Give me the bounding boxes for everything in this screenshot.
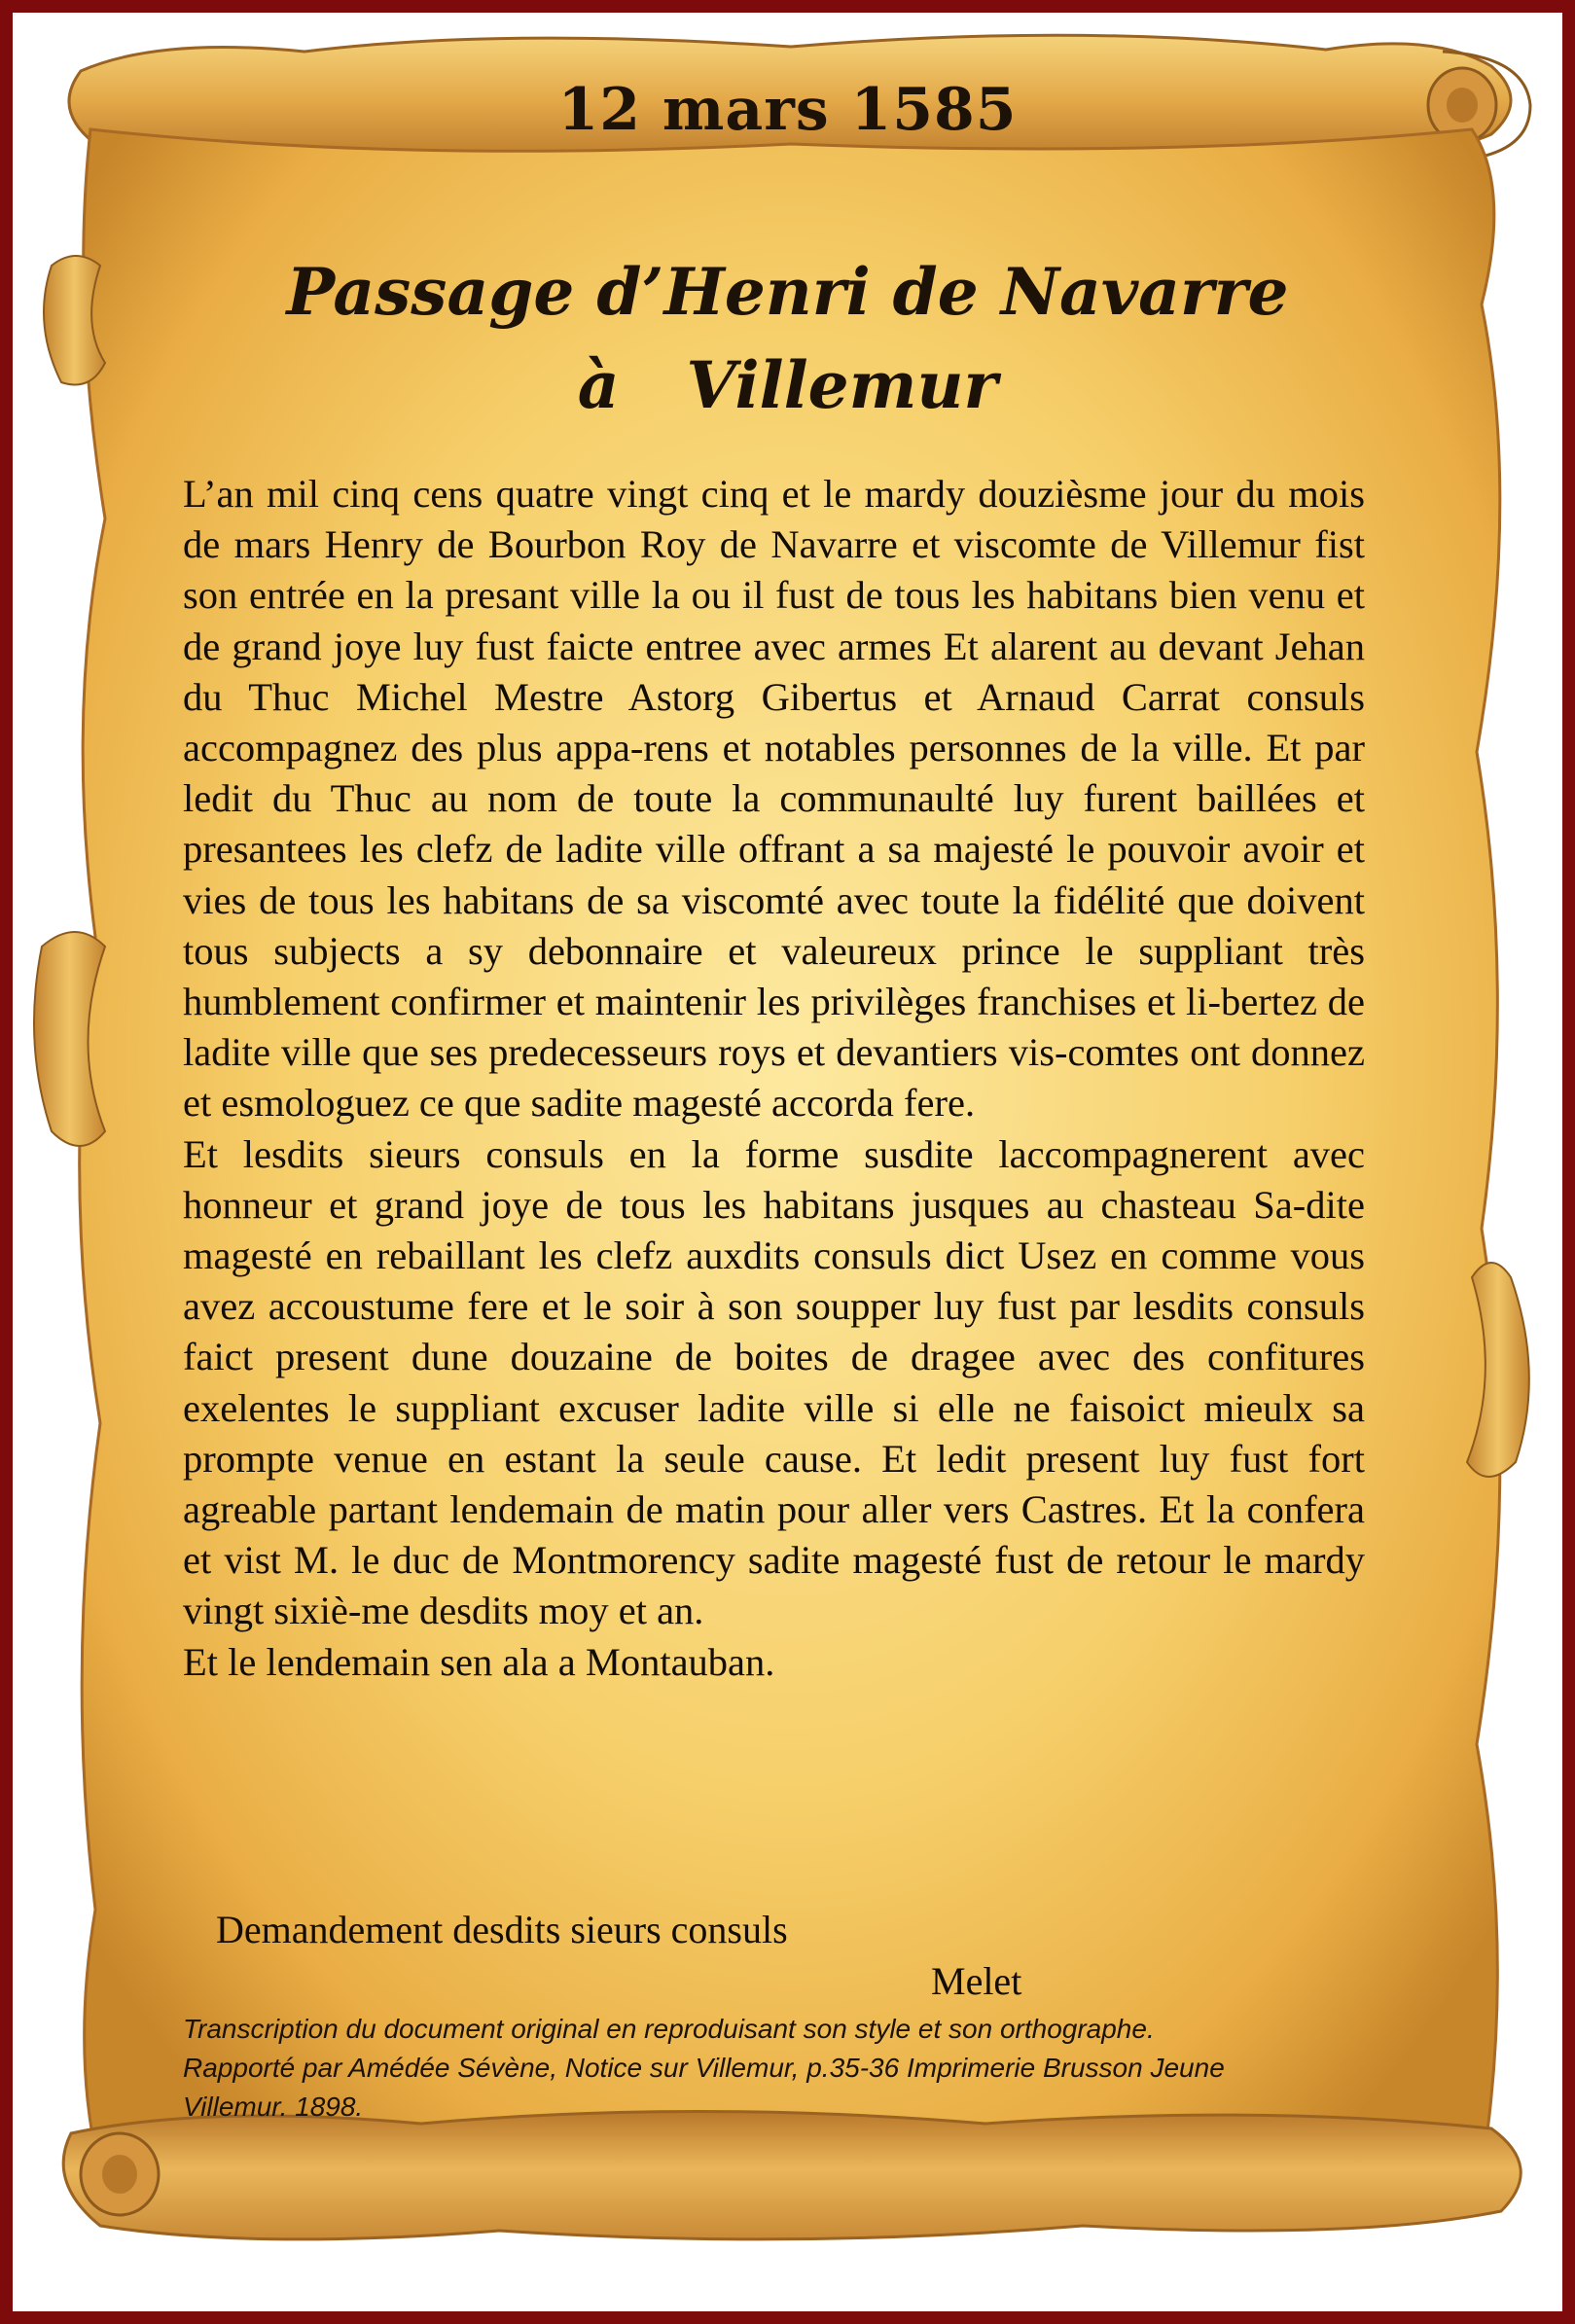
title-line-2: à Villemur bbox=[577, 347, 998, 423]
signature-name: Melet bbox=[931, 1959, 1022, 2003]
signature-line: Demandement desdits sieurs consuls bbox=[216, 1908, 788, 1951]
paragraph-3: Et le lendemain sen ala a Montauban. bbox=[183, 1639, 775, 1684]
source-note bbox=[183, 2010, 1350, 2127]
paragraph-1: L’an mil cinq cens quatre vingt cinq et le mardy douzièsme jour du mois de mars Henry de Bourbon Roy de Navarre et viscomte de Villemur fist son entrée en la presant ville la ou il fust de tous les habitans bien venu et de grand joye luy fust faicte entree avec armes Et alarent au devant Jehan du Thuc Michel Mestre Astorg Gibertus et Arnaud Carrat consuls accompagnez des plus appa-rens et notables personnes de la ville. Et par ledit du Thuc au nom de toute la communaulté luy furent baillées et presantees les clefz de ladite ville offrant a sa majesté le pouvoir avoir et vies de tous les habitans de sa viscomté avec toute la fidélité que doivent tous subjects a sy debonnaire et valeureux prince le suppliant très humblement confirmer et maintenir les privilèges franchises et li-bertez de ladite ville que ses predecesseurs roys et devantiers vis-comtes ont donnez et esmologuez ce que sadite magesté accorda fere. bbox=[183, 472, 1365, 1126]
paragraph-2: Et lesdits sieurs consuls en la forme susdite laccompagnerent avec honneur et grand joye de tous les habitans jusques au chasteau Sa-dite magesté en rebaillant les clefz auxdits consuls dict Usez en comme vous avez accoustume fere et le soir à son soupper luy fust par lesdits consuls faict present dune douzaine de boites de dragee avec des confitures exelentes le suppliant excuser ladite ville si elle ne faisoict mieulx sa prompte venue en estant la seule cause. Et ledit present luy fust fort agreable partant lendemain de matin pour aller vers Castres. Et la confera et vist M. le duc de Montmorency sadite magesté fust de retour le mardy vingt sixiè-me desdits moy et an. bbox=[183, 1131, 1365, 1633]
document-body bbox=[183, 469, 1365, 1688]
source-line-1: Transcription du document original en reproduisant son style et son orthographe. bbox=[183, 2014, 1155, 2044]
document-title bbox=[0, 245, 1575, 432]
source-line-2: Rapporté par Amédée Sévène, Notice sur Villemur, p.35-36 Imprimerie Brusson Jeune bbox=[183, 2053, 1225, 2083]
title-line-1: Passage d’Henri de Navarre bbox=[286, 254, 1289, 330]
document-date: 12 mars 1585 bbox=[557, 76, 1018, 144]
source-line-3: Villemur. 1898. bbox=[183, 2092, 364, 2122]
